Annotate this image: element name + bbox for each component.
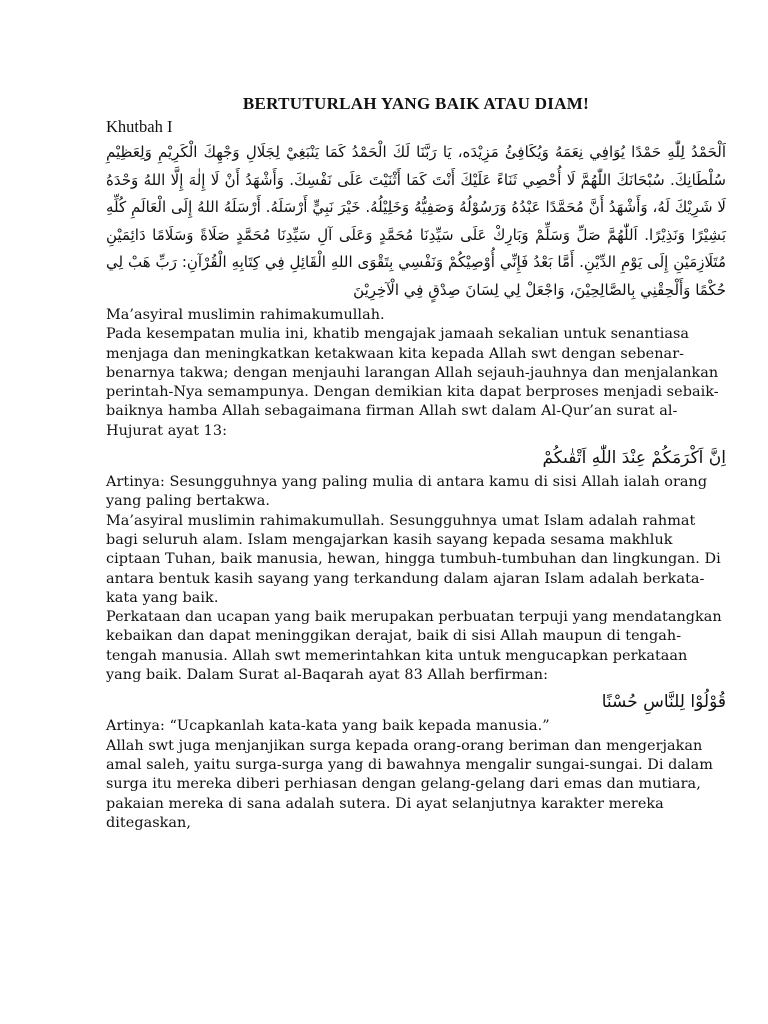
paragraph-rahmat: Ma’asyiral muslimin rahimakumullah. Sesungguhnya umat Islam adalah rahmat bagi seluruh alam. Islam mengajarkan kasih sayang kepada sesama makhluk ciptaan Tuhan, baik manusia, hewan, hingga tumbuh-tumbuhan dan lingkungan. Di antara bentuk kasih sayang yang terkandung dalam ajaran Islam adalah berkata-kata yang baik. [106, 512, 721, 606]
document-page [106, 93, 726, 833]
paragraph-verse-translation-1: Artinya: Sesungguhnya yang paling mulia di antara kamu di sisi Allah ialah orang yang paling bertakwa. [106, 474, 708, 510]
paragraph-verse-translation-2: Artinya: “Ucapkanlah kata-kata yang baik kepada manusia.” [106, 718, 550, 735]
paragraph-perkataan-baik: Perkataan dan ucapan yang baik merupakan perbuatan terpuji yang mendatangkan kebaikan dan dapat meninggikan derajat, baik di sisi Allah maupun di tengah-tengah manusia. Allah swt memerintahkan kita untuk mengucapkan perkataan yang baik. Dalam Surat al-Baqarah ayat 83 Allah berfirman: [106, 609, 722, 684]
document-subtitle: Khutbah I [106, 117, 173, 136]
paragraph-greeting: Ma’asyiral muslimin rahimakumullah. [106, 307, 385, 323]
document-title: BERTUTURLAH YANG BAIK ATAU DIAM! [242, 94, 590, 113]
verse-al-baqarah-arabic: قُوْلُوْا لِلنَّاسِ حُسْنًا [601, 692, 726, 713]
verse-al-hujurat-arabic: اِنَّ اَكْرَمَكُمْ عِنْدَ اللّٰهِ اَتْقٰىكُمْ [542, 448, 726, 469]
paragraph-taqwa: Pada kesempatan mulia ini, khatib mengajak jamaah sekalian untuk senantiasa menjaga dan meningkatkan ketakwaan kita kepada Allah swt dengan sebenar-benarnya takwa; dengan menjauhi larangan Allah sejauh-jauhnya dan menjalankan perintah-Nya semampunya. Dengan demikian kita dapat berproses menjadi sebaik-baiknya hamba Allah sebagaimana firman Allah swt dalam Al-Qur’an surat al-Hujurat ayat 13: [106, 326, 719, 439]
paragraph-surga: Allah swt juga menjanjikan surga kepada orang-orang beriman dan mengerjakan amal saleh, yaitu surga-surga yang di bawahnya mengalir sungai-sungai. Di dalam surga itu mereka diberi perhiasan dengan gelang-gelang dari emas dan mutiara, pakaian mereka di sana adalah sutera. Di ayat selanjutnya karakter mereka ditegaskan, [106, 737, 713, 831]
opening-arabic-text: اَلْحَمْدُ لِلّٰهِ حَمْدًا يُوَافِي نِعَمَهُ وَيُكَافِئُ مَزِيْدَه، يَا رَبَّنَا لَكَ الْحَمْدُ كَمَا يَنْبَغِيْ لِجَلَالِ وَجْهِكَ الْكَرِيْمِ وَلِعَظِيْمِ سُلْطَانِكَ. سُبْحَانَكَ اللّٰهُمَّ لَا أُحْصِي ثَنَاءً عَلَيْكَ أَنْتَ كَمَا أَثْنَيْتَ عَلَى نَفْسِكَ. وَأَشْهَدُ أَنْ لَا إِلٰهَ إِلَّا اللهُ وَحْدَهُ لَا شَرِيْكَ لَهُ، وَأَشْهَدُ أَنَّ مُحَمَّدًا عَبْدُهُ وَرَسُوْلُهُ وَصَفِيُّهُ وَخَلِيْلُهُ. خَيْرَ نَبِيٍّ أَرْسَلَهُ. أَرْسَلَهُ اللهُ إِلَى الْعَالَمِ كُلِّهِ بَشِيْرًا وَنَذِيْرًا. اَللّٰهُمَّ صَلِّ وَسَلِّمْ وَبَارِكْ عَلَى سَيِّدِنَا مُحَمَّدٍ وَعَلَى آلِ سَيِّدِنَا مُحَمَّدٍ صَلَاةً وَسَلَامًا دَائِمَيْنِ مُتَلَازِمَيْنِ إِلَى يَوْمِ الدِّيْنِ. أَمَّا بَعْدُ فَإِنِّي أُوْصِيْكُمْ وَنَفْسِي بِتَقْوَى اللهِ الْقَائِلِ فِي كِتَابِهِ الْقُرْآنِ: رَبِّ هَبْ لِي حُكْمًا وَأَلْحِقْنِي بِالصَّالِحِيْنَ، وَاجْعَلْ لِي لِسَانَ صِدْقٍ فِي الْآخِرِيْنَ [106, 143, 726, 299]
